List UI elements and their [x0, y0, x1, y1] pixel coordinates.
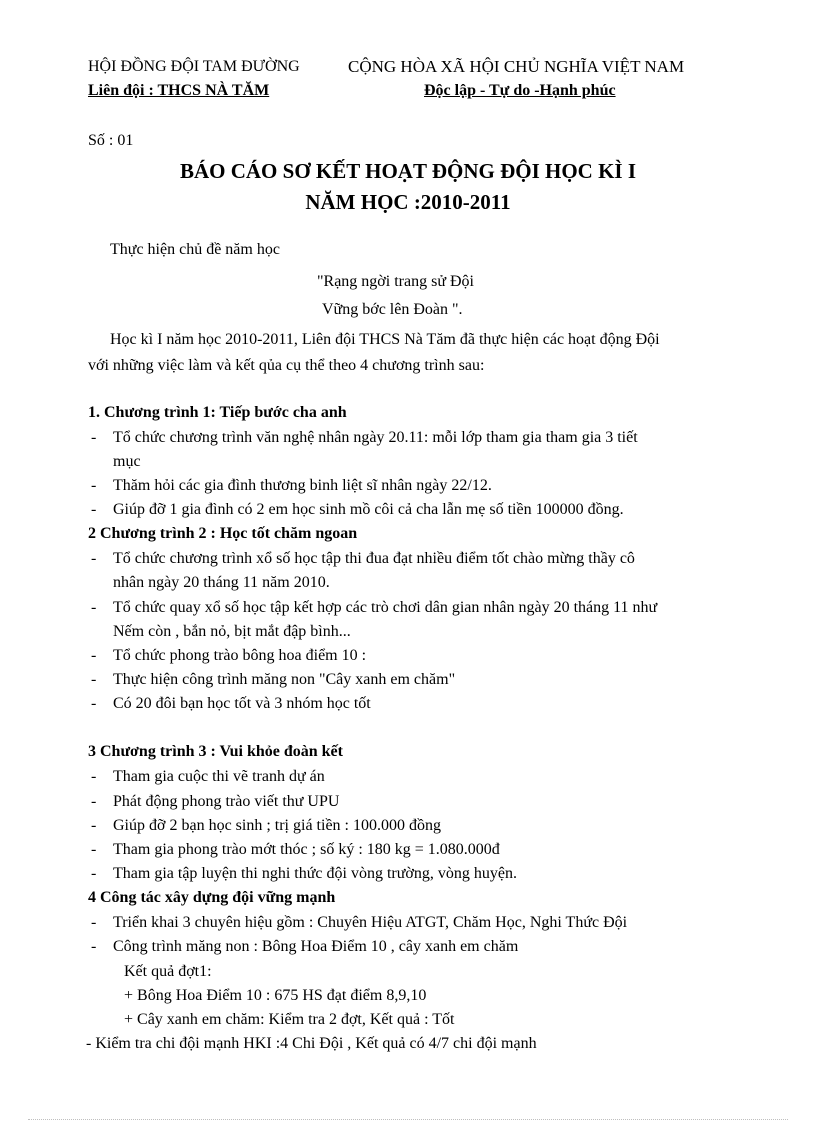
- document-number: Số : 01: [88, 132, 134, 149]
- bullet-dash: -: [91, 429, 97, 446]
- section-2-item: Tổ chức quay xổ số học tập kết hợp các trò chơi dân gian nhân ngày 20 tháng 11 như: [113, 599, 658, 616]
- section-4-heading: 4 Công tác xây dựng đội vững mạnh: [88, 889, 336, 906]
- bullet-dash: -: [91, 768, 97, 785]
- bullet-dash: -: [91, 938, 97, 955]
- bullet-dash: -: [91, 695, 97, 712]
- section-4-final-item: - Kiểm tra chi đội mạnh HKI :4 Chi Đội , Kết quả có 4/7 chi đội mạnh: [86, 1035, 537, 1052]
- theme-intro: Thực hiện chủ đề năm học: [110, 241, 280, 258]
- section-3-item: Tham gia cuộc thi vẽ tranh dự án: [113, 768, 325, 785]
- section-2-item-cont: nhân ngày 20 tháng 11 năm 2010.: [113, 574, 330, 591]
- section-3-item: Giúp đỡ 2 bạn học sinh ; trị giá tiền : 100.000 đồng: [113, 817, 441, 834]
- page-bottom-rule: [28, 1119, 788, 1120]
- section-2-item: Tổ chức chương trình xổ số học tập thi đua đạt nhiều điểm tốt chào mừng thầy cô: [113, 550, 635, 567]
- report-title: BÁO CÁO SƠ KẾT HOẠT ĐỘNG ĐỘI HỌC KÌ I: [179, 159, 637, 183]
- section-3-item: Phát động phong trào viết thư UPU: [113, 793, 340, 810]
- report-subtitle: NĂM HỌC :2010-2011: [305, 190, 511, 214]
- section-2-item: Thực hiện công trình măng non "Cây xanh em chăm": [113, 671, 456, 688]
- header-national-title: CỘNG HÒA XÃ HỘI CHỦ NGHĨA VIỆT NAM: [348, 57, 685, 76]
- bullet-dash: -: [91, 793, 97, 810]
- bullet-dash: -: [91, 501, 97, 518]
- header-unit-name: Liên đội : THCS NÀ TĂM: [88, 82, 270, 99]
- section-3-item: Tham gia phong trào mớt thóc ; số ký : 180 kg = 1.080.000đ: [113, 841, 500, 858]
- section-1-item-cont: mục: [113, 453, 141, 470]
- bullet-dash: -: [91, 841, 97, 858]
- intro-paragraph-line1: Học kì I năm học 2010-2011, Liên đội THCS Nà Tăm đã thực hiện các hoạt động Đội: [110, 331, 660, 348]
- bullet-dash: -: [91, 647, 97, 664]
- theme-quote-line1: "Rạng ngời trang sử Đội: [317, 273, 474, 290]
- bullet-dash: -: [91, 671, 97, 688]
- header-org-name: HỘI ĐỒNG ĐỘI TAM ĐƯỜNG: [88, 58, 300, 75]
- section-4-item: Triển khai 3 chuyên hiệu gồm : Chuyên Hiệu ATGT, Chăm Học, Nghi Thức Đội: [113, 914, 628, 931]
- bullet-dash: -: [91, 599, 97, 616]
- section-2-item: Có 20 đôi bạn học tốt và 3 nhóm học tốt: [113, 695, 371, 712]
- bullet-dash: -: [91, 477, 97, 494]
- section-3-heading: 3 Chương trình 3 : Vui khỏe đoàn kết: [88, 743, 343, 760]
- section-4-item: Công trình măng non : Bông Hoa Điểm 10 , cây xanh em chăm: [113, 938, 519, 955]
- bullet-dash: -: [91, 865, 97, 882]
- section-2-item: Tổ chức phong trào bông hoa điểm 10 :: [113, 647, 367, 664]
- section-1-heading: 1. Chương trình 1: Tiếp bước cha anh: [88, 404, 347, 421]
- theme-quote-line2: Vững bớc lên Đoàn ".: [322, 301, 463, 318]
- section-1-item: Thăm hỏi các gia đình thương binh liệt sĩ nhân ngày 22/12.: [113, 477, 492, 494]
- bullet-dash: -: [91, 550, 97, 567]
- section-1-item: Giúp đỡ 1 gia đình có 2 em học sinh mồ côi cả cha lẫn mẹ số tiền 100000 đồng.: [113, 501, 624, 518]
- section-1-item: Tổ chức chương trình văn nghệ nhân ngày 20.11: mỗi lớp tham gia tham gia 3 tiết: [113, 429, 638, 446]
- section-2-item-cont: Nếm còn , bắn nỏ, bịt mắt đập bình...: [113, 623, 351, 640]
- section-4-result-item: + Cây xanh em chăm: Kiểm tra 2 đợt, Kết quả : Tốt: [124, 1011, 455, 1028]
- section-4-result-heading: Kết quả đợt1:: [124, 963, 212, 980]
- section-2-heading: 2 Chương trình 2 : Học tốt chăm ngoan: [88, 525, 358, 542]
- intro-paragraph-line2: với những việc làm và kết qủa cụ thể theo 4 chương trình sau:: [88, 357, 485, 374]
- bullet-dash: -: [91, 914, 97, 931]
- section-3-item: Tham gia tập luyện thi nghi thức đội vòng trường, vòng huyện.: [113, 865, 517, 882]
- header-motto: Độc lập - Tự do -Hạnh phúc: [424, 82, 616, 99]
- section-4-result-item: + Bông Hoa Điểm 10 : 675 HS đạt điểm 8,9,10: [124, 987, 427, 1004]
- bullet-dash: -: [91, 817, 97, 834]
